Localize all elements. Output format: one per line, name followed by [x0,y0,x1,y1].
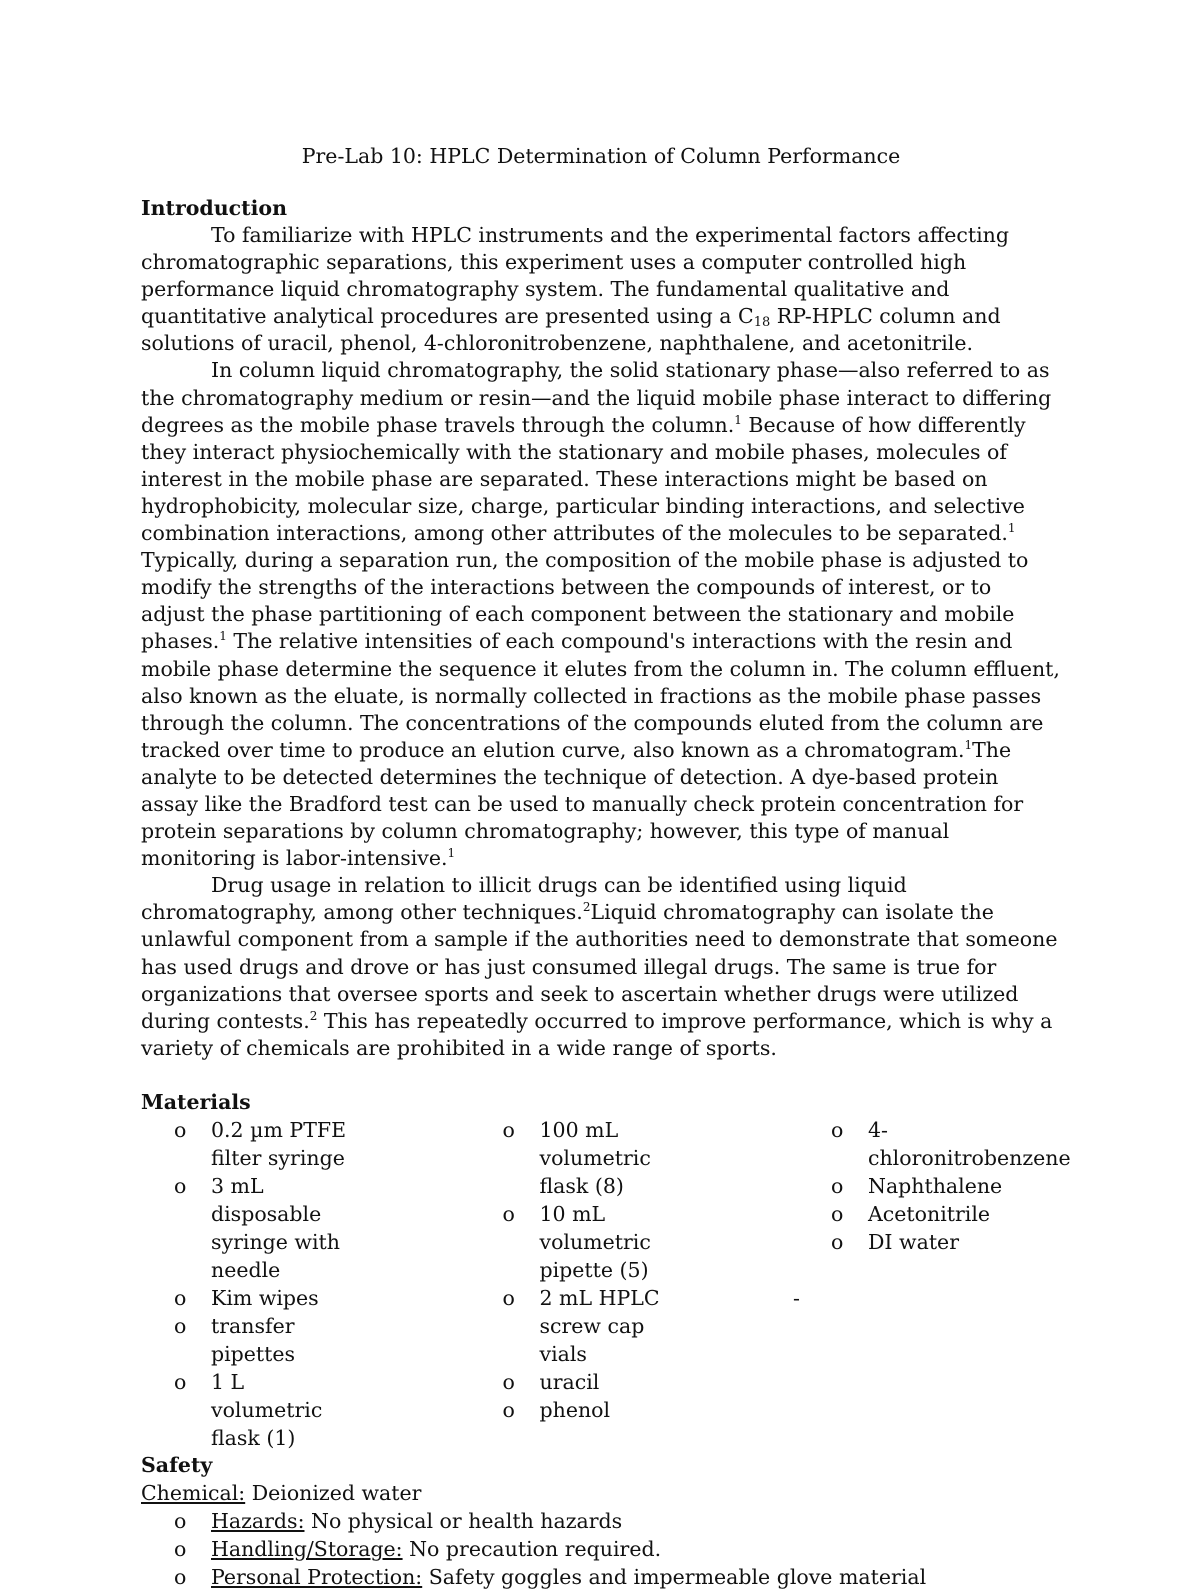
bullet-mark: o [831,1173,844,1198]
page-title: Pre-Lab 10: HPLC Determination of Column Performance [301,144,901,168]
list-spacer [831,1256,1061,1284]
material-label: 2 mL HPLC screw cap vials [539,1285,660,1366]
material-label: transfer pipettes [211,1313,296,1366]
protection-value: Safety goggles and impermeable glove material [422,1564,927,1589]
citation-ref: 1 [734,412,742,427]
materials-column-3 [793,1116,1071,1452]
material-label: Naphthalene [868,1173,1003,1198]
materials-heading: Materials [141,1089,251,1114]
bullet-mark: o [174,1173,187,1198]
materials-column-1 [174,1116,356,1452]
handling-value: No precaution required. [402,1536,662,1561]
citation-ref: 1 [964,737,973,752]
bullet-mark: o [831,1117,844,1142]
list-item [174,1368,356,1452]
list-item [503,1116,685,1200]
material-label: uracil [539,1369,600,1394]
material-label: Acetonitrile [868,1201,991,1226]
material-label: DI water [868,1229,959,1254]
list-item [831,1116,1071,1172]
bullet-mark: o [831,1229,844,1254]
citation-ref: 2 [309,1008,318,1023]
material-label: 3 mL disposable syringe with needle [211,1173,340,1282]
safety-list [174,1507,1061,1591]
intro-p3-text-c: This has repeatedly occurred to improve performance, which is why a variety of chemicals are prohibited in a wide range of sports. [141,1008,1053,1060]
intro-paragraph-3 [141,872,1061,1062]
protection-label: Personal Protection: [211,1564,423,1589]
bullet-mark: o [831,1201,844,1226]
chemical-line [141,1479,1061,1507]
intro-p2-text-b: Because of how differently they interact physiochemically with the stationary and mobile phases, molecules of interest in the mobile phase are separated. These interactions might be based on hydrophobicity, molecular size, charge, particular binding interactions, and selective combination interactions, among other attributes of the molecules to be separated. [141,412,1026,546]
materials-list [141,1116,1071,1452]
intro-p1-text-a: To familiarize with HPLC instruments and the experimental factors affecting chromatographic separations, this experiment uses a computer controlled high performance liquid chromatography system. The fundamental qualitative and quantitative analytical procedures are presented using a C [141,223,1009,329]
citation-ref: 1 [447,846,456,861]
citation-ref: 1 [219,629,227,644]
material-label: 10 mL volumetric pipette (5) [539,1201,651,1282]
list-item [174,1507,1061,1535]
intro-p2-text-a: In column liquid chromatography, the solid stationary phase—also referred to as the chromatography medium or resin—and the liquid mobile phase interact to differing degrees as the mobile phase travels through the column. [141,358,1052,437]
list-item [831,1172,1061,1200]
intro-p2-text-d: The relative intensities of each compound's interactions with the resin and mobile phase determine the sequence it elutes from the column in. The column effluent, also known as the eluate, is normally collected in fractions as the mobile phase passes through the column. The concentrations of the compounds eluted from the column are tracked over time to produce an elution curve, also known as a chromatogram. [141,629,1060,762]
bullet-mark: o [174,1285,187,1310]
hazards-label: Hazards: [211,1508,305,1533]
list-item [174,1535,1061,1563]
introduction-heading: Introduction [141,196,287,220]
list-item [831,1200,1061,1228]
intro-p2-text-c: Typically, during a separation run, the composition of the mobile phase is adjusted to modify the strengths of the interactions between the compounds of interest, or to adjust the phase partitioning of each component between the stationary and mobile phases. [141,548,1029,654]
material-label: 4-chloronitrobenzene [868,1117,1071,1170]
bullet-mark: o [174,1536,187,1561]
intro-p1-text-b: RP-HPLC column and solutions of uracil, phenol, 4-chloronitrobenzene, naphthalene, and acetonitrile. [141,304,1001,356]
list-item [503,1368,685,1396]
material-label: Kim wipes [211,1285,319,1310]
list-item [503,1396,685,1424]
bullet-mark: o [502,1117,515,1142]
citation-ref: 2 [582,900,591,915]
list-item [831,1228,1061,1256]
stray-dash: - [793,1285,800,1310]
list-item [174,1563,1061,1591]
list-item [174,1116,356,1172]
materials-column-2 [503,1116,685,1452]
intro-p3-text-a: Drug usage in relation to illicit drugs can be identified using liquid chromatography, among other techniques. [141,873,907,925]
document-page [141,141,1071,1591]
bullet-mark: o [502,1285,515,1310]
material-label: 0.2 µm PTFE filter syringe [211,1117,347,1170]
bullet-mark: o [502,1369,515,1394]
chemical-label: Chemical: [141,1480,246,1505]
chemical-value: Deionized water [245,1480,422,1505]
c18-subscript: 18 [753,315,771,331]
intro-paragraph-2 [141,357,1061,872]
bullet-mark: o [174,1313,187,1338]
material-label: phenol [539,1397,611,1422]
intro-p3-text-b: Liquid chromatography can isolate the unlawful component from a sample if the authorities need to demonstrate that someone has used drugs and drove or has just consumed illegal drugs. The same is true for organizations that oversee sports and seek to ascertain whether drugs were utilized during contests. [141,900,1058,1033]
bullet-mark: o [174,1564,187,1589]
list-item [503,1284,685,1368]
intro-p2-text-e: The analyte to be detected determines the technique of detection. A dye-based protein assay like the Bradford test can be used to manually check protein concentration for protein separations by column chromatography; however, this type of manual monitoring is labor-intensive. [141,737,1024,871]
bullet-mark: o [174,1117,187,1142]
bullet-mark: o [502,1397,515,1422]
bullet-mark: o [502,1201,515,1226]
list-item [174,1172,356,1284]
bullet-mark: o [174,1508,187,1533]
handling-label: Handling/Storage: [211,1536,403,1561]
material-label: 1 L volumetric flask (1) [211,1369,323,1450]
material-label: 100 mL volumetric flask (8) [539,1117,651,1198]
citation-ref: 1 [1007,521,1016,536]
safety-heading: Safety [141,1452,213,1477]
list-item [174,1284,356,1312]
hazards-value: No physical or health hazards [304,1508,623,1533]
bullet-mark: o [174,1369,187,1394]
list-item [503,1200,685,1284]
list-item [174,1312,356,1368]
intro-paragraph-1 [141,222,1061,357]
